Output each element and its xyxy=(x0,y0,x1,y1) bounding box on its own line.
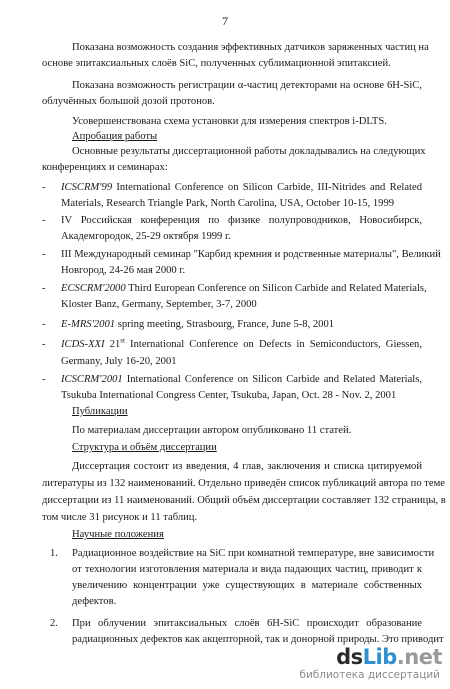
list-item-line: Kloster Banz, Germany, September, 3-7, 2000 xyxy=(61,299,257,310)
list-item-line: IV Российская конференция по физике полупроводников, Новосибирск, xyxy=(61,215,422,226)
list-bullet: - xyxy=(42,182,46,193)
text-line: Усовершенствована схема установки для измерения спектров i-DLTS. xyxy=(72,116,387,127)
list-item-line: дефектов. xyxy=(72,596,117,607)
list-item-line: ICSCRM'2001 International Conference on Silicon Carbide and Related Materials, xyxy=(61,374,422,385)
list-item-line: E-MRS'2001 spring meeting, Strasbourg, France, June 5-8, 2001 xyxy=(61,319,335,330)
list-item-line: ECSCRM'2000 Third European Conference on Silicon Carbide and Related Materials, xyxy=(61,283,427,294)
list-bullet: - xyxy=(42,249,46,260)
section-heading-approbation: Апробация работы xyxy=(72,131,158,142)
text-line: диссертации из 11 наименований. Общий объём диссертации составляет 132 страницы, в xyxy=(42,495,446,506)
section-heading-publications: Публикации xyxy=(72,406,128,417)
page-number: 7 xyxy=(222,14,228,28)
list-item-line: ICDS-XXI 21st International Conference on Defects in Semiconductors, Giessen, xyxy=(61,336,422,350)
text-line: Основные результаты диссертационной работы докладывались на следующих xyxy=(72,146,426,157)
text-line: литературы из 132 наименований. Отдельно приведён список публикаций автора по теме xyxy=(42,478,446,489)
list-item-line: При облучении эпитаксиальных слоёв 6H-SiC происходит образование xyxy=(72,618,422,629)
list-bullet: - xyxy=(42,374,46,385)
list-item-line: Tsukuba International Congress Center, Tsukuba, Japan, Oct. 28 - Nov. 2, 2001 xyxy=(61,390,397,401)
list-item-line: ICSCRM'99 International Conference on Silicon Carbide, III-Nitrides and Related xyxy=(61,182,422,193)
list-item-line: Germany, July 16-20, 2001 xyxy=(61,356,177,367)
list-bullet: - xyxy=(42,283,46,294)
section-heading-structure: Структура и объём диссертации xyxy=(72,442,217,453)
list-item-line: Академгородок, 25-29 октября 1999 г. xyxy=(61,231,231,242)
text-line: Диссертация состоит из введения, 4 глав, заключения и списка цитируемой xyxy=(72,461,422,472)
text-line: основе эпитаксиальных слоёв SiC, полученных сублимационной эпитаксией. xyxy=(42,58,391,69)
list-item-line: от технологии изготовления материала и вида падающих частиц, приводит к xyxy=(72,564,422,575)
watermark-subtitle: библиотека диссертаций xyxy=(299,669,440,681)
text-line: Показана возможность создания эффективных датчиков заряженных частиц на xyxy=(72,42,429,53)
text-line: По материалам диссертации автором опубликовано 11 статей. xyxy=(72,425,352,436)
list-bullet: - xyxy=(42,215,46,226)
text-line: Показана возможность регистрации α-частиц детекторами на основе 6H-SiC, xyxy=(72,80,422,91)
list-number: 2. xyxy=(50,618,58,629)
list-item-line: увеличению концентрации уже существующих в материале собственных xyxy=(72,580,422,591)
list-item-line: радиационных дефектов как акцепторной, так и донорной природы. Это приводит xyxy=(72,634,444,645)
text-line: конференциях и семинарах: xyxy=(42,162,168,173)
text-line: том числе 31 рисунок и 11 таблиц. xyxy=(42,512,198,523)
list-bullet: - xyxy=(42,339,46,350)
list-number: 1. xyxy=(50,548,58,559)
watermark-logo: dsLib.net xyxy=(336,645,442,669)
list-item-line: Новгород, 24-26 мая 2000 г. xyxy=(61,265,186,276)
list-item-line: III Международный семинар "Карбид кремния и родственные материалы", Великий xyxy=(61,249,441,260)
section-heading-scientific: Научные положения xyxy=(72,529,164,540)
list-bullet: - xyxy=(42,319,46,330)
watermark xyxy=(299,645,444,685)
text-line: облучённых большой дозой протонов. xyxy=(42,96,215,107)
list-item-line: Радиационное воздействие на SiC при комнатной температуре, вне зависимости xyxy=(72,548,435,559)
list-item-line: Materials, Research Triangle Park, North Carolina, USA, October 10-15, 1999 xyxy=(61,198,395,209)
